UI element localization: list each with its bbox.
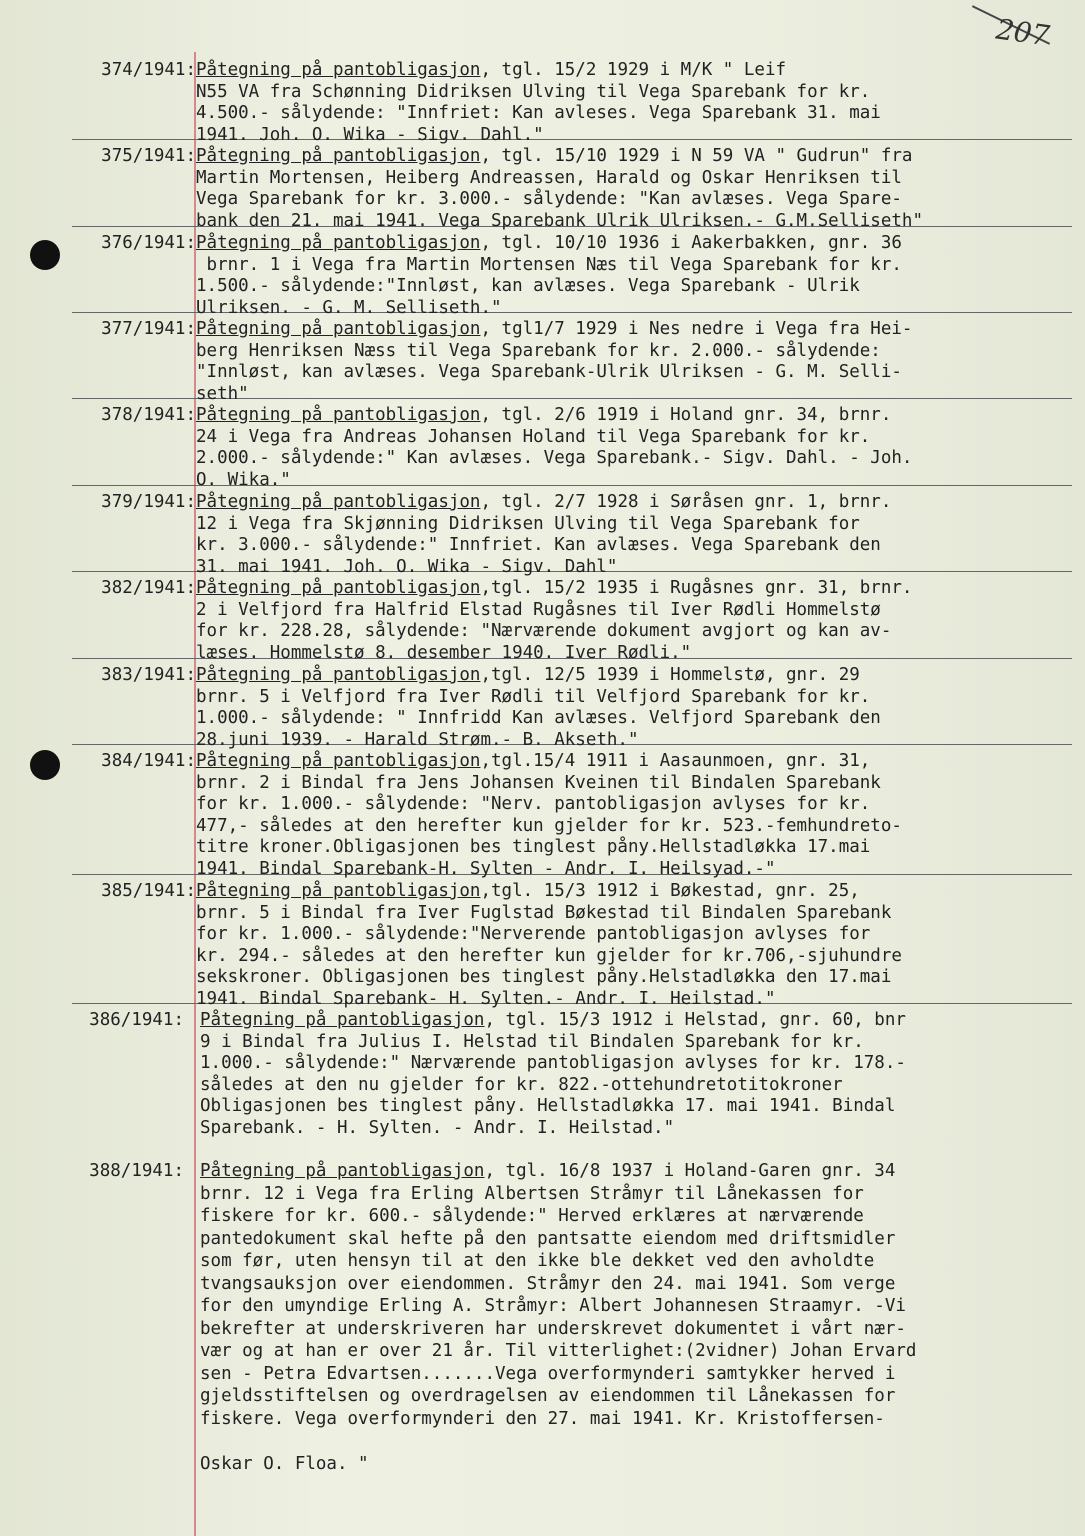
entry-line: 28.juni 1939. - Harald Strøm.- B. Akseth.": [196, 729, 639, 750]
entry-number: 375/1941:: [101, 146, 196, 166]
entry-heading: Påtegning på pantobligasjon: [196, 319, 481, 339]
entry-line-text: ,tgl. 15/3 1912 i Bøkestad, gnr. 25,: [480, 881, 860, 901]
entry-line: [200, 1161, 1080, 1184]
entry-line: N55 VA fra Schønning Didriksen Ulving til Vega Sparebank for kr.: [196, 81, 871, 102]
entry-heading: Påtegning på pantobligasjon: [200, 1010, 485, 1030]
entry-line: 1.000.- sålydende:" Nærværende pantobligasjon avlyses for kr. 178.-: [200, 1053, 906, 1074]
entry-line: 12 i Vega fra Skjønning Didriksen Ulving til Vega Sparebank for: [196, 513, 860, 534]
entry-heading: Påtegning på pantobligasjon: [200, 1161, 485, 1181]
entry-line: bekrefter at underskriveren har underskrevet dokumentet i vårt nær-: [200, 1318, 906, 1339]
entry-number: 376/1941:: [101, 233, 196, 253]
entry-number: 384/1941:: [101, 751, 196, 771]
entry-line: [196, 751, 1076, 773]
entry-line: 1941. Bindal Sparebank- H. Sylten.- Andr. I. Heilstad.": [196, 988, 776, 1009]
entry-line: for kr. 1.000.- sålydende:"Nerverende pantobligasjon avlyses for: [196, 924, 871, 945]
entry-line: pantedokument skal hefte på den pantsatte eiendom med driftsmidler: [200, 1228, 896, 1249]
entry-line: [196, 319, 1076, 341]
entry-line-text: , tgl. 10/10 1936 i Aakerbakken, gnr. 36: [480, 233, 902, 253]
entry-line: [196, 405, 1076, 427]
entry-line: 1.500.- sålydende:"Innløst, kan avlæses. Vega Sparebank - Ulrik: [196, 276, 860, 297]
entry-heading: Påtegning på pantobligasjon: [196, 881, 481, 901]
entry-line: læses. Hommelstø 8. desember 1940. Iver Rødli.": [196, 642, 692, 663]
entry-number: 377/1941:: [101, 319, 196, 339]
entry-line: brnr. 1 i Vega fra Martin Mortensen Næs til Vega Sparebank for kr.: [196, 254, 902, 275]
entry-number: 388/1941:: [89, 1161, 184, 1181]
entry-line: 2 i Velfjord fra Halfrid Elstad Rugåsnes til Iver Rødli Hommelstø: [196, 599, 881, 620]
page-number: 207: [993, 12, 1052, 53]
entry-line: [200, 1431, 1080, 1454]
entry-line: gjeldsstiftelsen og overdragelsen av eiendommen til Lånekassen for: [200, 1386, 896, 1406]
entry-number: 382/1941:: [101, 578, 196, 598]
entry-line: [196, 881, 1076, 903]
entry-line: [196, 578, 1076, 600]
entry-line: seth": [196, 383, 249, 404]
entry-line: bank den 21. mai 1941. Vega Sparebank Ulrik Ulriksen.- G.M.Selliseth": [196, 210, 923, 231]
entry-line: brnr. 5 i Velfjord fra Iver Rødli til Velfjord Sparebank for kr.: [196, 686, 871, 707]
entry-line: 31. mai 1941. Joh. O. Wika - Sigv. Dahl": [196, 556, 618, 577]
entry-line: [200, 1010, 1080, 1032]
entry-line: [196, 60, 1076, 82]
entry-text: [196, 319, 1076, 405]
entry-heading: Påtegning på pantobligasjon: [196, 578, 481, 598]
entry-text: [196, 405, 1076, 491]
entry-line: fiskere for kr. 600.- sålydende:" Herved erklæres at nærværende: [200, 1206, 864, 1226]
entry-line: 2.000.- sålydende:" Kan avlæses. Vega Sparebank.- Sigv. Dahl. - Joh.: [196, 448, 913, 469]
entry-line: sen - Petra Edvartsen.......Vega overformynderi samtykker herved i: [200, 1363, 896, 1384]
entry-line-text: , tgl. 2/7 1928 i Søråsen gnr. 1, brnr.: [480, 492, 892, 512]
entry-heading: Påtegning på pantobligasjon: [196, 233, 481, 253]
entry-number: 383/1941:: [101, 665, 196, 685]
entry-line: 1.000.- sålydende: " Innfridd Kan avlæses. Velfjord Sparebank den: [196, 708, 881, 729]
entry-line-text: ,tgl.15/4 1911 i Aasaunmoen, gnr. 31,: [480, 751, 871, 771]
entry-line: brnr. 2 i Bindal fra Jens Johansen Kveinen til Bindalen Sparebank: [196, 772, 881, 793]
entry-line: Martin Mortensen, Heiberg Andreassen, Harald og Oskar Henriksen til: [196, 167, 902, 188]
entry-line: [196, 146, 1076, 168]
entry-line: for kr. 228.28, sålydende: "Nærværende dokument avgjort og kan av-: [196, 621, 892, 642]
entry-text: [196, 665, 1076, 751]
entry-line: tvangsauksjon over eiendommen. Stråmyr den 24. mai 1941. Som verge: [200, 1273, 896, 1294]
entry-text: [200, 1161, 1080, 1476]
entry-line-text: , tgl1/7 1929 i Nes nedre i Vega fra Hei-: [480, 319, 913, 339]
entry-line: 24 i Vega fra Andreas Johansen Holand til Vega Sparebank for kr.: [196, 426, 871, 447]
entry-line: 4.500.- sålydende: "Innfriet: Kan avleses. Vega Sparebank 31. mai: [196, 103, 881, 124]
entry-text: [200, 1010, 1080, 1140]
entry-text: [196, 881, 1076, 1011]
entry-line: 477,- således at den herefter kun gjelder for kr. 523.-femhundreto-: [196, 815, 902, 836]
entry-number: 378/1941:: [101, 405, 196, 425]
entry-line-text: , tgl. 16/8 1937 i Holand-Garen gnr. 34: [484, 1161, 896, 1181]
entry-line: 1941. Bindal Sparebank-H. Sylten - Andr. I. Heilsyad.-": [196, 858, 776, 879]
entry-line: således at den nu gjelder for kr. 822.-ottehundretotitokroner: [200, 1074, 843, 1095]
entry-text: [196, 578, 1076, 664]
entry-line: kr. 294.- således at den herefter kun gjelder for kr.706,-sjuhundre: [196, 945, 902, 966]
entry-number: 374/1941:: [101, 60, 196, 80]
entry-heading: Påtegning på pantobligasjon: [196, 405, 481, 425]
punch-hole: [30, 240, 60, 270]
entry-line: Sparebank. - H. Sylten. - Andr. I. Heilstad.": [200, 1117, 675, 1138]
entry-heading: Påtegning på pantobligasjon: [196, 60, 481, 80]
entry-heading: Påtegning på pantobligasjon: [196, 751, 481, 771]
entry-line-text: ,tgl. 12/5 1939 i Hommelstø, gnr. 29: [480, 665, 860, 685]
entry-number: 386/1941:: [89, 1010, 184, 1030]
entry-line: for den umyndige Erling A. Stråmyr: Albert Johannesen Straamyr. -Vi: [200, 1296, 906, 1316]
entry-line: brnr. 12 i Vega fra Erling Albertsen Stråmyr til Lånekassen for: [200, 1183, 864, 1204]
entry-line-text: , tgl. 15/2 1929 i M/K " Leif: [480, 60, 787, 80]
entry-line: O. Wika.": [196, 469, 291, 490]
entry-line: kr. 3.000.- sålydende:" Innfriet. Kan avlæses. Vega Sparebank den: [196, 535, 881, 556]
entry-text: [196, 60, 1076, 146]
entry-heading: Påtegning på pantobligasjon: [196, 492, 481, 512]
entry-line: Oskar O. Floa. ": [200, 1453, 369, 1474]
entry-line-text: ,tgl. 15/2 1935 i Rugåsnes gnr. 31, brnr.: [480, 578, 913, 598]
entry-line: brnr. 5 i Bindal fra Iver Fuglstad Bøkestad til Bindalen Sparebank: [196, 902, 892, 923]
punch-hole: [30, 750, 60, 780]
entry-line: 9 i Bindal fra Julius I. Helstad til Bindalen Sparebank for kr.: [200, 1031, 864, 1052]
entry-line: for kr. 1.000.- sålydende: "Nerv. pantobligasjon avlyses for kr.: [196, 794, 871, 815]
entry-line: Ulriksen. - G. M. Selliseth.": [196, 297, 502, 318]
entry-line: vær og at han er over 21 år. Til vitterlighet:(2vidner) Johan Ervard: [200, 1341, 917, 1361]
entry-line-text: , tgl. 15/10 1929 i N 59 VA " Gudrun" fra: [480, 146, 913, 166]
entry-line: [196, 665, 1076, 687]
entry-line: [196, 233, 1076, 255]
entry-line: berg Henriksen Næss til Vega Sparebank for kr. 2.000.- sålydende:: [196, 340, 881, 361]
entry-line: titre kroner.Obligasjonen bes tinglest påny.Hellstadløkka 17.mai: [196, 837, 871, 858]
entry-line-text: , tgl. 2/6 1919 i Holand gnr. 34, brnr.: [480, 405, 892, 425]
entry-line: fiskere. Vega overformynderi den 27. mai 1941. Kr. Kristoffersen-: [200, 1408, 885, 1429]
entry-line: "Innløst, kan avlæses. Vega Sparebank-Ulrik Ulriksen - G. M. Selli-: [196, 362, 902, 383]
entry-line: som før, uten hensyn til at den ikke ble dekket ved den avholdte: [200, 1251, 875, 1271]
entry-heading: Påtegning på pantobligasjon: [196, 146, 481, 166]
entry-line: Obligasjonen bes tinglest påny. Hellstadløkka 17. mai 1941. Bindal: [200, 1096, 896, 1117]
entry-line: 1941. Joh. O. Wika - Sigv. Dahl.": [196, 124, 544, 145]
entry-line: Vega Sparebank for kr. 3.000.- sålydende: "Kan avlæses. Vega Spare-: [196, 189, 902, 210]
entry-number: 379/1941:: [101, 492, 196, 512]
entry-text: [196, 492, 1076, 578]
entry-text: [196, 146, 1076, 232]
entry-text: [196, 233, 1076, 319]
entry-text: [196, 751, 1076, 881]
entry-number: 385/1941:: [101, 881, 196, 901]
entry-line-text: , tgl. 15/3 1912 i Helstad, gnr. 60, bnr: [484, 1010, 906, 1030]
entry-line: sekskroner. Obligasjonen bes tinglest påny.Helstadløkka den 17.mai: [196, 967, 892, 988]
entry-line: [196, 492, 1076, 514]
entry-heading: Påtegning på pantobligasjon: [196, 665, 481, 685]
